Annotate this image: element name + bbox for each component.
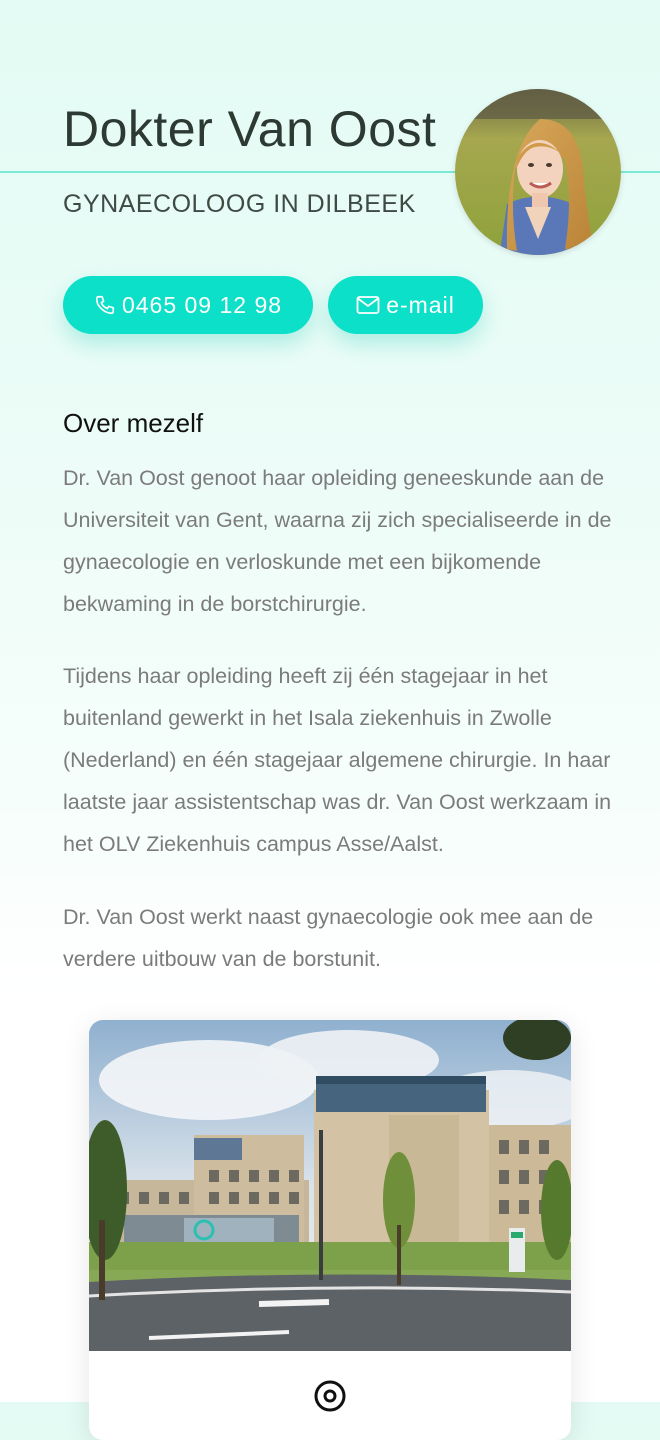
page-title: Dokter Van Oost (63, 101, 437, 157)
email-button[interactable] (328, 276, 483, 334)
location-card (89, 1020, 571, 1440)
about-paragraph-1: Dr. Van Oost genoot haar opleiding geneeskunde aan de Universiteit van Gent, waarna zij zich specialiseerde in de gynaecologie en verloskunde met een bijkomende bekwaming in de borstchirurgie. (63, 466, 612, 616)
envelope-icon (356, 295, 380, 315)
phone-button-label: 0465 09 12 98 (121, 291, 283, 318)
about-paragraph-2: Tijdens haar opleiding heeft zij één stagejaar in het buitenland gewerkt in het Isala ziekenhuis in Zwolle (Nederland) en één stagejaar algemene chirurgie. In haar laatste jaar assistentschap was dr. Van Oost werkzaam in het OLV Ziekenhuis campus Asse/Aalst. (63, 664, 612, 856)
page-subtitle: GYNAECOLOOG IN DILBEEK (63, 190, 416, 218)
location-pin-icon (312, 1378, 348, 1419)
email-button-label: e-mail (386, 291, 455, 318)
phone-button[interactable] (63, 276, 313, 334)
hospital-building-photo (89, 1020, 571, 1351)
about-title: Over mezelf (63, 408, 204, 438)
phone-icon (94, 294, 116, 316)
avatar (455, 89, 621, 255)
about-paragraph-3: Dr. Van Oost werkt naast gynaecologie ook mee aan de verdere uitbouw van de borstunit. (63, 905, 594, 971)
